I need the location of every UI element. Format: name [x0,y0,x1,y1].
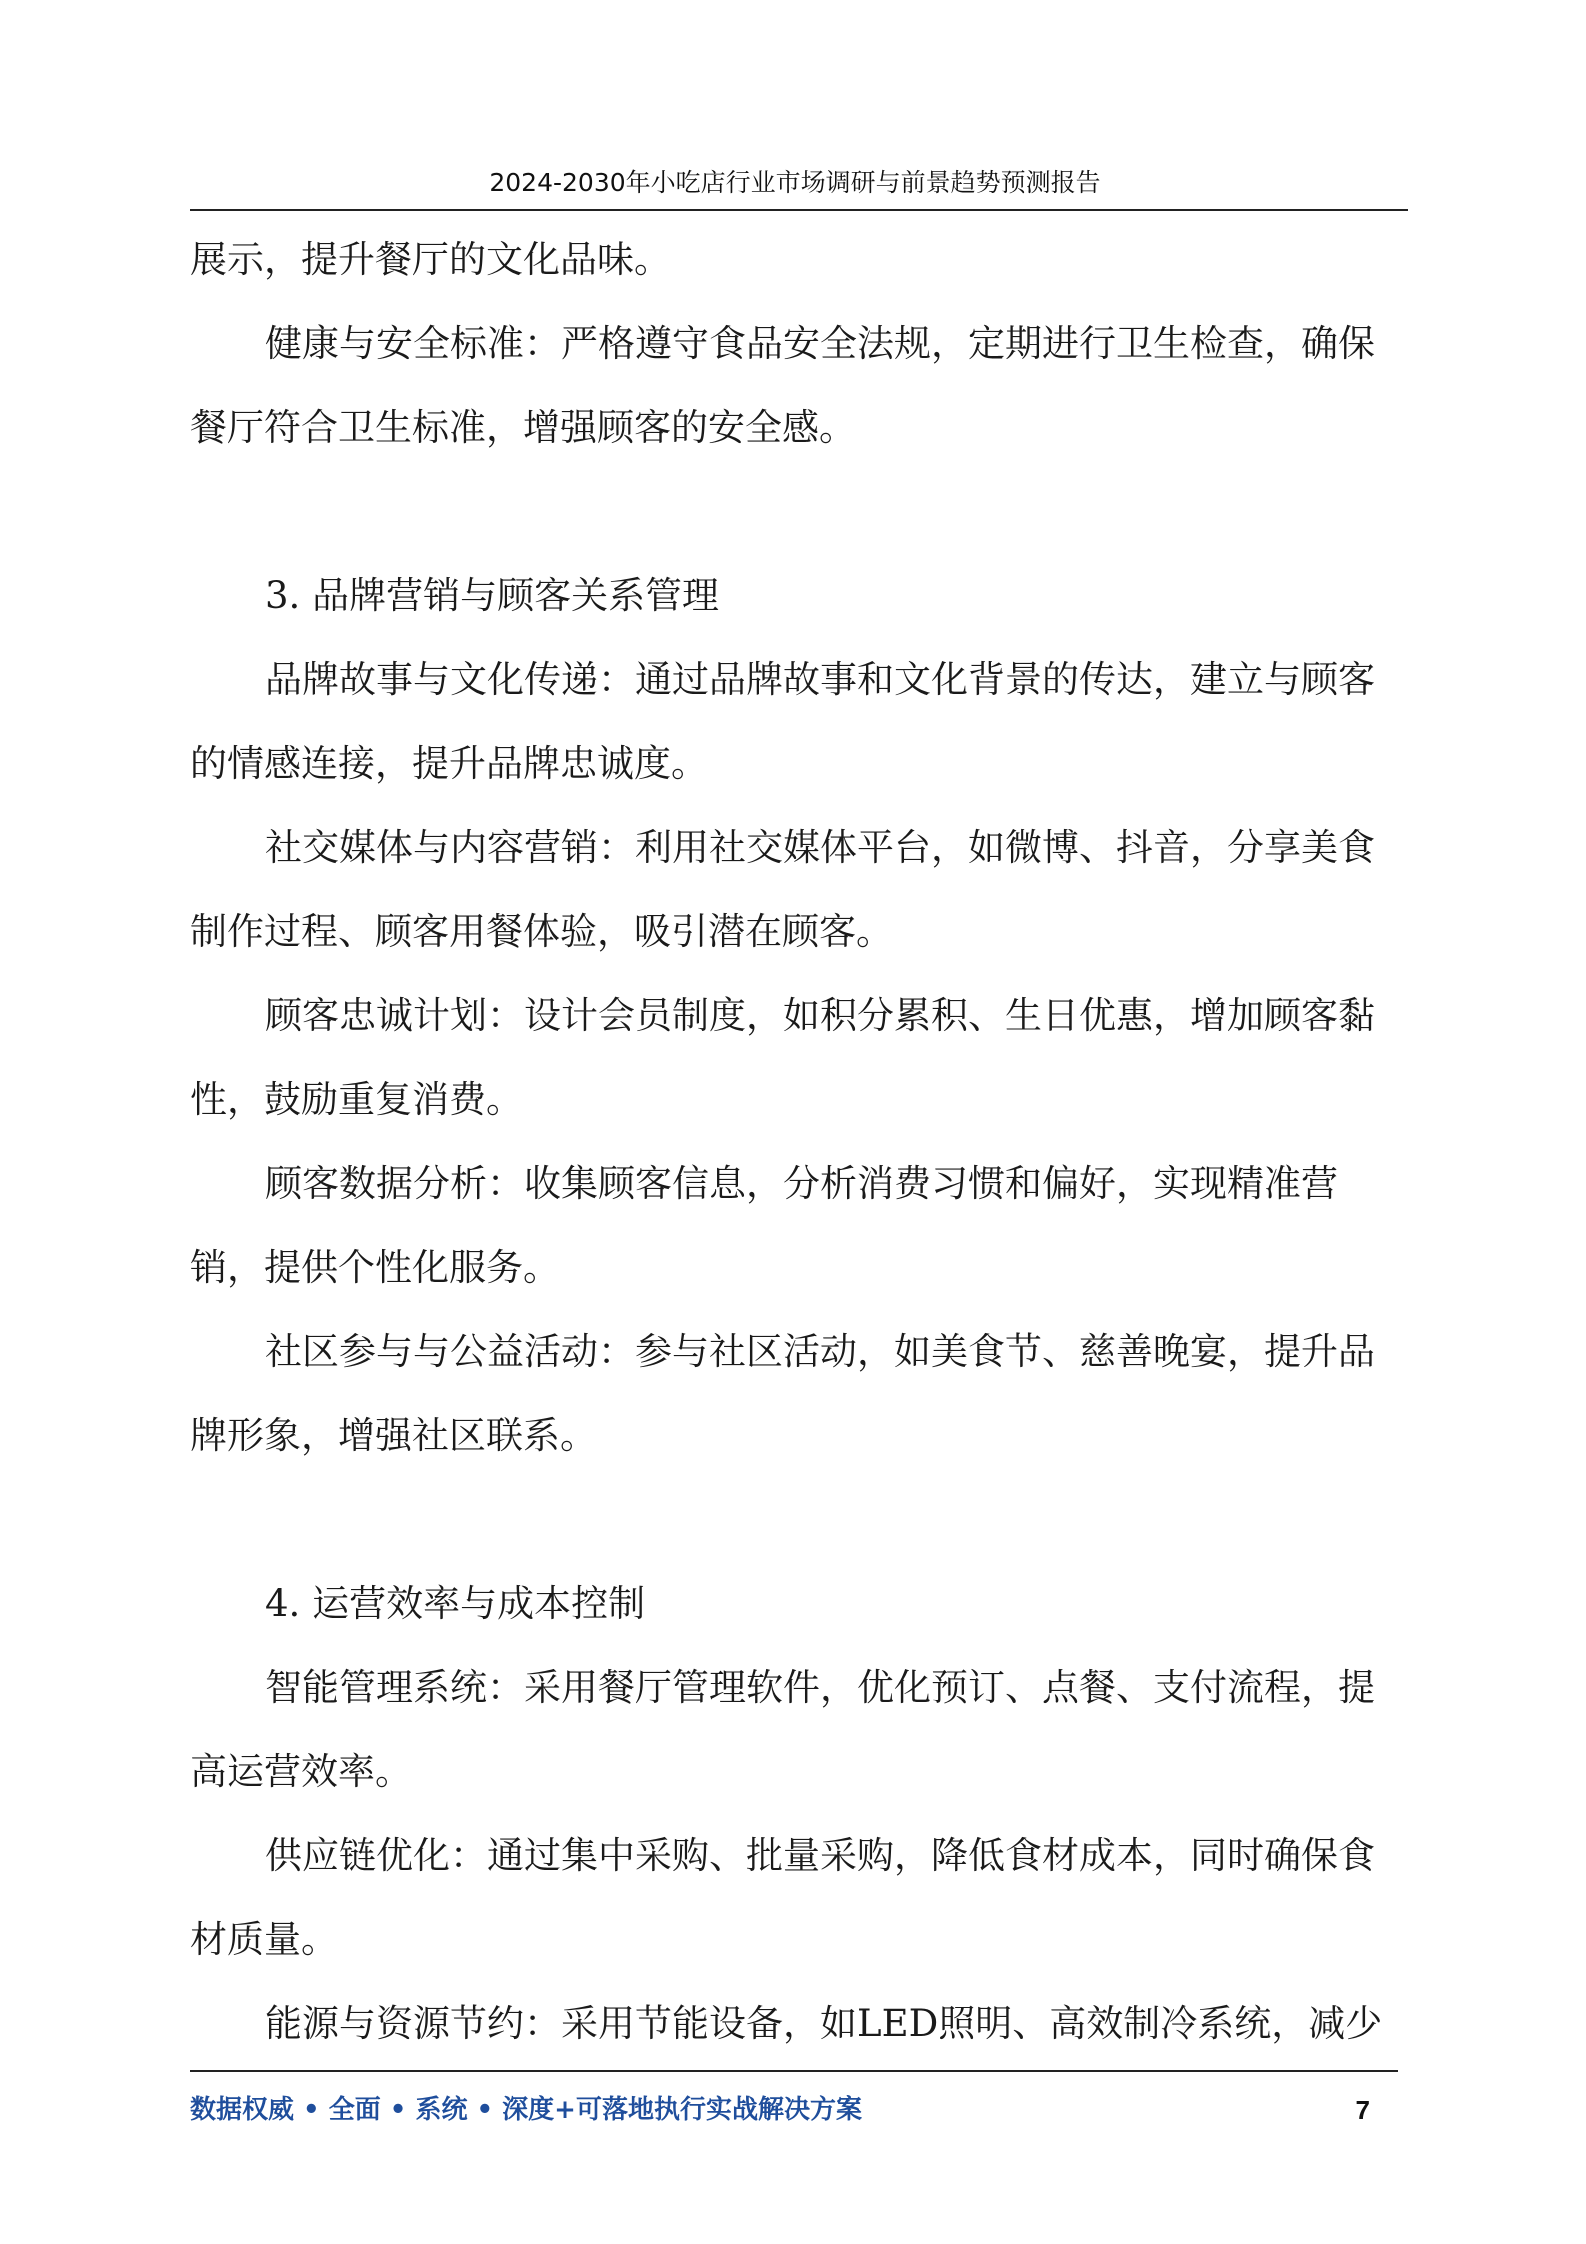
paragraph: 健康与安全标准：严格遵守食品安全法规，定期进行卫生检查，确保餐厅符合卫生标准，增强顾客的安全感。 [190,322,1375,449]
paragraph: 品牌故事与文化传递：通过品牌故事和文化背景的传达，建立与顾客的情感连接，提升品牌忠诚度。 [190,658,1375,785]
footer-divider [190,2070,1398,2072]
footer-slogan: 数据权威 • 全面 • 系统 • 深度+可落地执行实战解决方案 [190,2095,862,2125]
paragraph: 供应链优化：通过集中采购、批量采购，降低食材成本，同时确保食材质量。 [190,1834,1375,1961]
blank-line [190,1478,1400,1562]
paragraph: 社区参与与公益活动：参与社区活动，如美食节、慈善晚宴，提升品牌形象，增强社区联系。 [190,1330,1375,1457]
header-divider [190,209,1408,211]
paragraph: 能源与资源节约：采用节能设备，如LED照明、高效制冷系统，减少 [265,2002,1383,2045]
paragraph: 社交媒体与内容营销：利用社交媒体平台，如微博、抖音，分享美食制作过程、顾客用餐体验，吸引潜在顾客。 [190,826,1375,953]
section-heading: 3. 品牌营销与顾客关系管理 [265,574,720,617]
paragraph: 展示，提升餐厅的文化品味。 [190,238,671,281]
page-number: 7 [1355,2095,1370,2125]
body-text [190,218,1400,2066]
blank-line [190,470,1400,554]
paragraph: 顾客数据分析：收集顾客信息，分析消费习惯和偏好，实现精准营销，提供个性化服务。 [190,1162,1338,1289]
paragraph: 智能管理系统：采用餐厅管理软件，优化预订、点餐、支付流程，提高运营效率。 [190,1666,1375,1793]
section-heading: 4. 运营效率与成本控制 [265,1582,646,1625]
header-title: 2024-2030年小吃店行业市场调研与前景趋势预测报告 [489,168,1101,197]
paragraph: 顾客忠诚计划：设计会员制度，如积分累积、生日优惠，增加顾客黏性，鼓励重复消费。 [190,994,1375,1121]
